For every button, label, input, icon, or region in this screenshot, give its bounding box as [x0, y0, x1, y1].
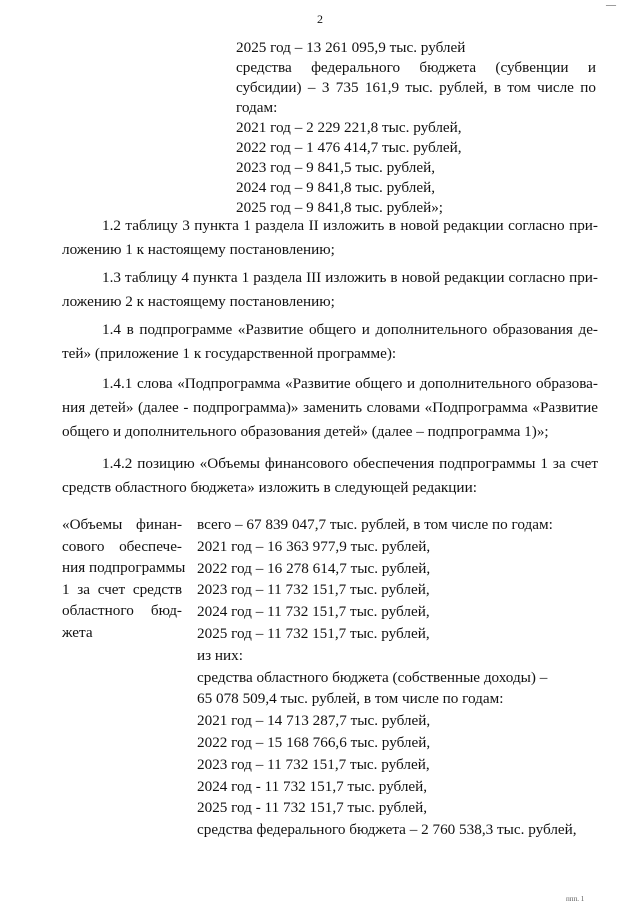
table-right-line: 2023 год – 11 732 151,7 тыс. рублей,	[197, 755, 430, 773]
table-right-line: 2025 год - 11 732 151,7 тыс. рублей,	[197, 799, 428, 817]
paragraph-1-2	[62, 214, 598, 262]
federal-2023-line: 2023 год – 9 841,5 тыс. рублей,	[236, 159, 436, 176]
funding-continuation-block	[236, 38, 596, 218]
table-right-line: 2021 год – 16 363 977,9 тыс. рублей,	[197, 537, 431, 555]
federal-2022-line: 2022 год – 1 476 414,7 тыс. рублей,	[236, 139, 462, 156]
federal-2025-line: 2025 год – 9 841,8 тыс. рублей»;	[236, 199, 444, 216]
table-right-line: 2025 год – 11 732 151,7 тыс. рублей,	[197, 624, 430, 642]
federal-2024-line: 2024 год – 9 841,8 тыс. рублей,	[236, 179, 436, 196]
table-left-line: жета	[62, 623, 93, 641]
table-right-line: 65 078 509,4 тыс. рублей, в том числе по годам:	[197, 690, 504, 708]
table-right-line: 2024 год – 11 732 151,7 тыс. рублей,	[197, 603, 430, 621]
federal-2021-line: 2021 год – 2 229 221,8 тыс. рублей,	[236, 119, 462, 136]
paragraph-1-4	[62, 318, 598, 366]
table-position-title	[62, 514, 186, 643]
table-left-line: областного бюд-	[62, 602, 182, 619]
paragraph-line: 1.2 таблицу 3 пункта 1 раздела II изложить в новой редакции согласно при-	[102, 217, 598, 234]
table-left-line: ния подпрограммы	[62, 559, 186, 576]
table-position-values	[197, 514, 597, 841]
paragraph-line: ния детей» (далее - подпрограмма)» заменить словами «Подпрограмма «Развитие	[62, 399, 598, 416]
paragraph-line: ложению 1 к настоящему постановлению;	[62, 241, 335, 258]
table-right-line: из них:	[197, 646, 243, 664]
paragraph-1-3	[62, 266, 598, 314]
paragraph-line: ложению 2 к настоящему постановлению;	[62, 293, 335, 310]
table-right-line: 2021 год – 14 713 287,7 тыс. рублей,	[197, 712, 431, 730]
federal-funds-line-2: субсидии) – 3 735 161,9 тыс. рублей, в том числе по	[236, 79, 596, 96]
footer-mark: ппп. 1	[566, 895, 585, 903]
paragraph-1-4-2	[62, 452, 598, 500]
table-right-line: средства областного бюджета (собственные доходы) –	[197, 668, 548, 686]
paragraph-line: 1.4.2 позицию «Объемы финансового обеспечения подпрограммы 1 за счет	[102, 455, 598, 472]
paragraph-line: 1.3 таблицу 4 пункта 1 раздела III изложить в новой редакции согласно при-	[102, 269, 598, 286]
page-number: 2	[317, 12, 323, 26]
table-left-line: 1 за счет средств	[62, 580, 182, 598]
corner-mark: —	[606, 0, 616, 11]
federal-funds-line-1: средства федерального бюджета (субвенции и	[236, 59, 596, 76]
table-right-line: 2022 год – 16 278 614,7 тыс. рублей,	[197, 559, 431, 577]
paragraph-line: общего и дополнительного образования детей» (далее – подпрограмма 1)»;	[62, 423, 549, 440]
table-right-line: 2024 год - 11 732 151,7 тыс. рублей,	[197, 777, 428, 795]
federal-funds-line-3: годам:	[236, 99, 278, 116]
paragraph-1-4-1	[62, 372, 598, 444]
paragraph-line: средств областного бюджета» изложить в следующей редакции:	[62, 479, 477, 496]
table-right-line: всего – 67 839 047,7 тыс. рублей, в том числе по годам:	[197, 516, 553, 533]
total-2025-line: 2025 год – 13 261 095,9 тыс. рублей	[236, 39, 466, 56]
table-left-line: сового обеспече-	[62, 537, 182, 555]
table-right-line: средства федерального бюджета – 2 760 538,3 тыс. рублей,	[197, 821, 577, 839]
table-right-line: 2022 год – 15 168 766,6 тыс. рублей,	[197, 733, 431, 751]
table-left-line: «Объемы финан-	[62, 516, 182, 533]
paragraph-line: 1.4.1 слова «Подпрограмма «Развитие общего и дополнительного образова-	[102, 375, 598, 392]
table-right-line: 2023 год – 11 732 151,7 тыс. рублей,	[197, 581, 430, 599]
paragraph-line: 1.4 в подпрограмме «Развитие общего и дополнительного образования де-	[102, 321, 598, 338]
paragraph-line: тей» (приложение 1 к государственной программе):	[62, 345, 397, 362]
